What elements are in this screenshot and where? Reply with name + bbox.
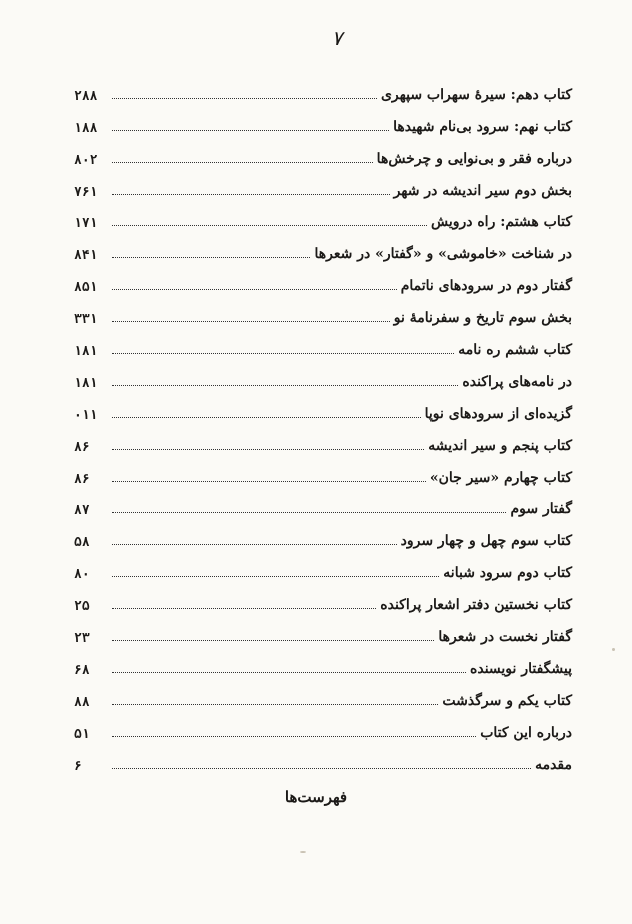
toc-entry — [72, 393, 572, 425]
toc-entry — [72, 616, 572, 648]
toc-entry — [72, 106, 572, 138]
toc-title: بخش دوم سیر اندیشه در شهر — [393, 182, 572, 199]
toc-title: کتاب سوم چهل و چهار سرود — [400, 533, 572, 550]
toc-entry — [72, 74, 572, 106]
toc-page-number: ۶۸ — [74, 662, 90, 678]
toc-page-number: ۶ — [74, 758, 82, 774]
toc-title: کتاب پنجم و سیر اندیشه — [428, 437, 572, 454]
toc-title: کتاب نخستین دفتر اشعار پراکنده — [380, 597, 572, 614]
toc-title: کتاب دهم: سیرهٔ سهراب سپهری — [380, 86, 572, 103]
page-number: ۷ — [331, 26, 343, 50]
toc-page-number: ۸۰ — [74, 567, 90, 583]
toc-page-number: ۵۸ — [74, 535, 90, 551]
toc-page-number: ۱۷۱ — [74, 216, 98, 232]
toc-entry — [72, 648, 572, 680]
toc-entry — [72, 202, 572, 234]
dot-leader — [112, 449, 424, 450]
dot-leader — [112, 704, 438, 705]
dot-leader — [112, 481, 426, 482]
dot-leader — [112, 289, 397, 290]
toc-title: بخش سوم تاریخ و سفرنامهٔ نو — [393, 310, 572, 327]
dot-leader — [112, 353, 454, 354]
toc-entry — [72, 457, 572, 489]
toc-entry — [72, 680, 572, 712]
dot-leader — [112, 225, 427, 226]
toc-page-number: ۲۸۸ — [74, 88, 98, 104]
toc-title: کتاب چهارم «سیر جان» — [429, 469, 572, 486]
toc-page-number: ۷۶۱ — [74, 184, 98, 200]
toc-page-number: ۸۶ — [74, 471, 90, 487]
dot-leader — [112, 608, 376, 609]
dot-leader — [112, 640, 434, 641]
dot-leader — [112, 512, 506, 513]
dot-leader — [112, 194, 390, 195]
toc-page-number: ۱۸۸ — [74, 120, 98, 136]
paper-speck — [300, 851, 306, 853]
toc-title: مقدمه — [535, 756, 572, 773]
dot-leader — [112, 130, 389, 131]
toc-entry — [72, 552, 572, 584]
toc-page-number: ۸۴۱ — [74, 248, 98, 264]
toc-entry — [72, 489, 572, 521]
toc-page-number: ۸۶ — [74, 439, 90, 455]
toc-entry — [72, 170, 572, 202]
toc-title: در نامه‌های پراکنده — [462, 373, 572, 390]
toc-title: گفتار نخست در شعرها — [438, 629, 572, 646]
toc-page-number: ۱۸۱ — [74, 375, 98, 391]
toc-page-number: ۰۱۱ — [74, 407, 98, 423]
toc-title: کتاب دوم سرود شبانه — [443, 565, 572, 582]
toc-entry — [72, 265, 572, 297]
dot-leader — [112, 576, 439, 577]
toc-entry — [72, 233, 572, 265]
footer-ornament: فهرست‌ها — [284, 788, 348, 806]
toc-page-number: ۸۰۲ — [74, 152, 98, 168]
toc-entry — [72, 584, 572, 616]
toc-title: کتاب نهم: سرود بی‌نام شهید‌ها — [393, 118, 572, 135]
toc-entry — [72, 520, 572, 552]
dot-leader — [112, 385, 458, 386]
paper-speck — [612, 648, 615, 651]
toc-page-number: ۱۸۱ — [74, 344, 98, 360]
toc-page-number: ۸۷ — [74, 503, 90, 519]
toc-page-number: ۳۳۱ — [74, 312, 98, 328]
toc-page-number: ۵۱ — [74, 726, 90, 742]
toc-title: کتاب هشتم: راه درویش — [430, 214, 572, 231]
dot-leader — [112, 257, 310, 258]
dot-leader — [112, 736, 476, 737]
dot-leader — [112, 672, 466, 673]
toc-title: گزیده‌ای از سرودهای نوپا — [424, 405, 572, 422]
toc-title: گفتار سوم — [510, 501, 572, 518]
toc-title: در شناخت «خاموشی» و «گفتار» در شعرها — [314, 246, 572, 263]
dot-leader — [112, 544, 397, 545]
toc-page-number: ۲۳ — [74, 631, 90, 647]
toc-entry — [72, 138, 572, 170]
toc-title: پیشگفتار نویسنده — [470, 660, 572, 677]
toc-title: کتاب یکم و سرگذشت — [442, 692, 572, 709]
toc-entry — [72, 329, 572, 361]
dot-leader — [112, 162, 373, 163]
toc-title: درباره فقر و بی‌نوایی و چرخش‌ها — [376, 150, 572, 167]
dot-leader — [112, 98, 377, 99]
dot-leader — [112, 417, 421, 418]
toc-entry — [72, 712, 572, 744]
toc-entry — [72, 297, 572, 329]
toc-page-number: ۸۸ — [74, 694, 90, 710]
toc-page-number: ۲۵ — [74, 599, 90, 615]
toc-title: گفتار دوم در سرودهای ناتمام — [400, 278, 572, 295]
toc-page-number: ۸۵۱ — [74, 280, 98, 296]
toc-title: درباره این کتاب — [480, 724, 572, 741]
toc-entry — [72, 425, 572, 457]
toc-entry — [72, 744, 572, 776]
toc-title: کتاب ششم ره نامه — [458, 342, 572, 359]
dot-leader — [112, 321, 390, 322]
table-of-contents — [72, 74, 572, 774]
toc-entry — [72, 361, 572, 393]
dot-leader — [112, 768, 531, 769]
